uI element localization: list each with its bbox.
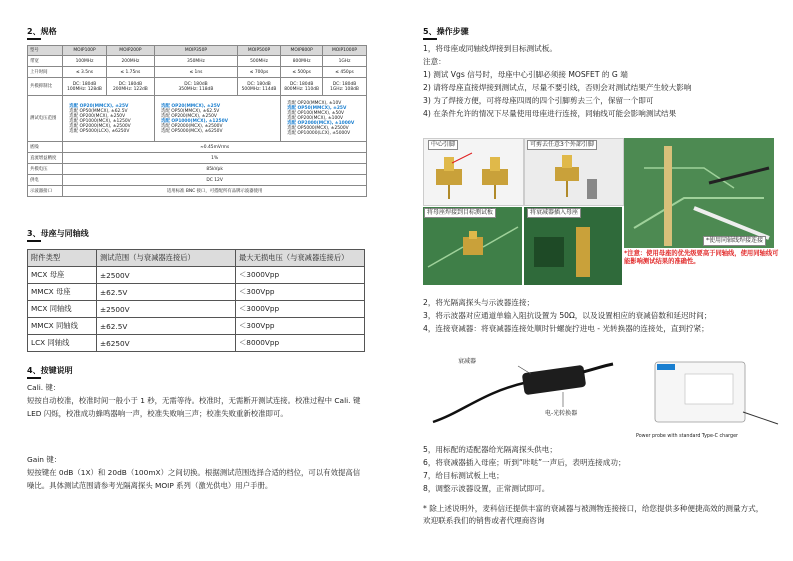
mat-row [28, 318, 365, 335]
mat-cell: 最大无损电压（与衰减器连接后） [236, 250, 365, 267]
step-6: 6，将衰减器插入母座；听到“咔哒”一声后，表明连接成功； [423, 458, 626, 467]
caption-insert: 将衰减器插入母座 [527, 208, 581, 218]
spec-cell: 共模电压 [28, 164, 63, 175]
caption-solder: 将母座焊接到目标测试板 [424, 208, 496, 218]
spec-cell: DC: 180dB 500MHz: 114dB [237, 78, 280, 96]
step-7: 7，给目标测试板上电； [423, 471, 504, 480]
step-1-block [423, 42, 783, 120]
steps-section-title: 5、操作步骤 [423, 27, 469, 36]
spec-cell: 适用标准 BNC 接口，可搭配所有品牌示波器使用 [63, 186, 367, 197]
mat-cell: 测试范围（与衰减器连接后） [97, 250, 236, 267]
photo-solder-board [423, 207, 522, 285]
mat-cell: LCX 同轴线 [28, 335, 97, 352]
title-underline [27, 377, 41, 379]
range-option: 选配 OP200(MCX), ±250V [69, 113, 126, 119]
warning-note: *注意：使用母座的优先级要高于同轴线，使用同轴线可能影响测试结果的准确性。 [624, 250, 779, 265]
spec-cell: 底噪 [28, 142, 63, 153]
note-4: 4) 在条件允许的情况下尽量使用母座进行连接，同轴线可能会影响测试结果 [423, 109, 677, 118]
spec-cell: MOIP800P [281, 46, 323, 56]
spec-cell: 350MHz [155, 56, 238, 67]
spec-cell: MOIP350P [155, 46, 238, 56]
note-3: 3) 为了焊接方便，可将母座四周的四个引脚剪去三个，保留一个即可 [423, 96, 654, 105]
attenuator-diagram [423, 352, 783, 444]
spec-cell: MOIP500P [237, 46, 280, 56]
spec-row-noise [28, 142, 367, 153]
caption-center-pin: 中心引脚 [428, 140, 458, 150]
gain-heading: Gain 键： [27, 455, 62, 464]
step-8: 8，调整示波器设置，正常测试即可。 [423, 484, 550, 493]
spec-cell: 100MHz [63, 56, 106, 67]
mat-cell: ±62.5V [97, 284, 236, 301]
range-option: 选配 OP100(MMCX), ±50V [287, 111, 345, 116]
mat-table [27, 249, 365, 352]
btn-section-title: 4、按键说明 [27, 366, 73, 375]
spec-row-iface [28, 186, 367, 197]
mat-row [28, 284, 365, 301]
spec-row-power [28, 175, 367, 186]
range-option: 选配 OP1000(MCX), ±1250V [69, 118, 131, 124]
mat-cell: ±2500V [97, 301, 236, 318]
spec-cell: 测试电压范围 [28, 96, 63, 142]
range-option: 选配 OP20(MMCX), ±10V [287, 101, 342, 106]
spec-cell: 直流增益精度 [28, 153, 63, 164]
cali-heading: Cali. 键： [27, 383, 61, 392]
mat-cell: MMCX 同轴线 [28, 318, 97, 335]
label-attenuator: 衰减器 [458, 358, 477, 365]
spec-cell: 共模抑制比 [28, 78, 63, 96]
caption-coax: *使用同轴线焊接连接 [703, 236, 766, 246]
gain-section [27, 453, 367, 492]
spec-cell: 供电 [28, 175, 63, 186]
spec-cell: 200MHz [106, 56, 154, 67]
spec-cell: MOIP100P [63, 46, 106, 56]
spec-row-cmv [28, 164, 367, 175]
spec-cell: DC: 180dB 200MHz: 122dB [106, 78, 154, 96]
note-heading: 注意： [423, 57, 446, 66]
spec-row-range [28, 96, 367, 142]
mat-cell: MMCX 母座 [28, 284, 97, 301]
spec-cell: 1% [63, 153, 367, 164]
range-col-2 [155, 96, 281, 142]
mat-row [28, 267, 365, 284]
spec-row-rise [28, 67, 367, 78]
range-col-1 [63, 96, 155, 142]
range-option: 选配 OP10000(LCX), ±5000V [287, 131, 351, 136]
spec-cell: DC: 180dB 350MHz: 118dB [155, 78, 238, 96]
pcb-illustration [624, 138, 774, 248]
attenuator-insert-illustration [524, 207, 622, 285]
spec-cell: 85kVpk [63, 164, 367, 175]
solder-board-illustration [423, 207, 522, 285]
range-option: 选配 OP50(MMCX), ±62.5V [69, 108, 128, 114]
range-option: 选配 OP50(MMCX), ±62.5V [161, 108, 220, 114]
label-eo-converter: 电-光转换器 [545, 410, 578, 417]
step-2: 2，将光隔离探头与示波器连接； [423, 298, 535, 307]
gain-body: 短按键在 0dB（1X）和 20dB（100mX）之间切换。根据测试范围选择合适的档位，可以有效提高信噪比。具体测试范围请参考光隔离探头 MOIP 系列（激光供电）用户手册。 [27, 468, 361, 490]
spec-cell: DC: 180dB 100MHz: 128dB [63, 78, 106, 96]
steps-2-4 [423, 296, 783, 335]
spec-row-cmrr [28, 78, 367, 96]
spec-cell: 型号 [28, 46, 63, 56]
note-1: 1) 测试 Vgs 信号时，母座中心引脚必须接 MOSFET 的 G 端 [423, 70, 628, 79]
spec-cell: 1GHz [323, 56, 367, 67]
spec-cell: 带宽 [28, 56, 63, 67]
mat-cell: ±2500V [97, 267, 236, 284]
spec-cell: DC: 180dB 1GHz: 108dB [323, 78, 367, 96]
range-option: 选配 OP2000(MCX), ±1000V [287, 121, 355, 126]
mat-header-row [28, 250, 365, 267]
spec-cell: ≤ 500ps [281, 67, 323, 78]
range-option: 选配 OP5000(MCX), ±2500V [287, 126, 349, 131]
spec-cell: DC: 180dB 800MHz: 110dB [281, 78, 323, 96]
step-4: 4，连接衰减器：将衰减器连接处顺时针螺旋拧进电 - 光转换器的连接处，直到拧紧； [423, 324, 709, 333]
mat-cell: ＜300Vpp [236, 284, 365, 301]
mat-row [28, 335, 365, 352]
spec-cell: 800MHz [281, 56, 323, 67]
note-2: 2) 请将母座直接焊接到测试点，尽量不要引线，否则会对测试结果产生较大影响 [423, 83, 692, 92]
mat-cell: ＜300Vpp [236, 318, 365, 335]
mat-cell: ＜8000Vpp [236, 335, 365, 352]
spec-section-title: 2、规格 [27, 27, 57, 36]
spec-cell: 示波器接口 [28, 186, 63, 197]
range-option: 选配 OP1000(MCX), ±1250V [161, 118, 229, 124]
range-option: 选配 OP5000(LCX), ±6250V [69, 128, 130, 134]
spec-cell: ≈0.45mVrms [63, 142, 367, 153]
label-power-probe: Power probe with standard Type-C charger [636, 434, 738, 439]
range-option: 选配 OP200(MCX), ±100V [287, 116, 344, 121]
spec-cell: MOIP200P [106, 46, 154, 56]
spec-cell: MOIP1000P [323, 46, 367, 56]
cali-section [27, 381, 367, 420]
spec-table [27, 45, 367, 197]
spec-cell: 500MHz [237, 56, 280, 67]
step-5: 5，用标配的适配器给光隔离探头供电； [423, 445, 557, 454]
mat-row [28, 301, 365, 318]
title-underline [27, 38, 41, 40]
range-option: 选配 OP200(MCX), ±250V [161, 113, 217, 119]
range-option: 选配 OP5000(MCX), ±6250V [161, 128, 223, 134]
mat-cell: ±62.5V [97, 318, 236, 335]
spec-cell: ≤ 1ns [155, 67, 238, 78]
mat-cell: MCX 同轴线 [28, 301, 97, 318]
spec-cell: DC 12V [63, 175, 367, 186]
range-option: 选配 OP20(MMCX), ±25V [161, 103, 221, 109]
spec-cell: ≤ 1.75ns [106, 67, 154, 78]
spec-row-bandwidth [28, 56, 367, 67]
spec-row-model [28, 46, 367, 56]
spec-cell: ≤ 700ps [237, 67, 280, 78]
step-1: 1，将母座或同轴线焊接到目标测试板。 [423, 44, 557, 53]
mat-cell: ＜3000Vpp [236, 267, 365, 284]
spec-cell: ≤ 450ps [323, 67, 367, 78]
title-underline [27, 240, 41, 242]
range-col-3 [281, 96, 367, 142]
mat-cell: ±6250V [97, 335, 236, 352]
cali-body: 短按自动校准，校准时间一般小于 1 秒，无需等待。校准时，无需断开测试连接。校准过程中 Cali. 键 LED 闪烁，校准成功蜂鸣器响一声，校准失败响三声；校准失败重新校准即可。 [27, 396, 361, 418]
mat-cell: MCX 母座 [28, 267, 97, 284]
step-3: 3，将示波器对应通道单输入阻抗设置为 50Ω，以及设置相应的衰减倍数和延迟时间； [423, 311, 712, 320]
title-underline [423, 38, 437, 40]
mat-cell: 附件类型 [28, 250, 97, 267]
range-option: 选配 OP20(MMCX), ±25V [69, 103, 129, 109]
footer-note: * 除上述说明外，麦科信还提供丰富的衰减器与被测物连接接口，给您提供多种便捷高效的测量方式，欢迎联系我们的销售或者代理商咨询 [423, 504, 764, 525]
spec-cell: 上升时间 [28, 67, 63, 78]
mat-section-title: 3、母座与同轴线 [27, 229, 89, 238]
spec-row-dcacc [28, 153, 367, 164]
caption-cut-pins: 可剪去任意3个外部引脚 [527, 140, 597, 150]
photo-coax-solder [624, 138, 774, 248]
photo-insert-attenuator [524, 207, 622, 285]
mat-cell: ＜3000Vpp [236, 301, 365, 318]
range-option: 选配 OP50(MMCX), ±25V [287, 106, 347, 111]
steps-5-8 [423, 443, 783, 495]
spec-cell: ≤ 3.5ns [63, 67, 106, 78]
range-option: 选配 OP2000(MCX), ±2500V [69, 123, 131, 129]
range-option: 选配 OP2000(MCX), ±2500V [161, 123, 223, 129]
